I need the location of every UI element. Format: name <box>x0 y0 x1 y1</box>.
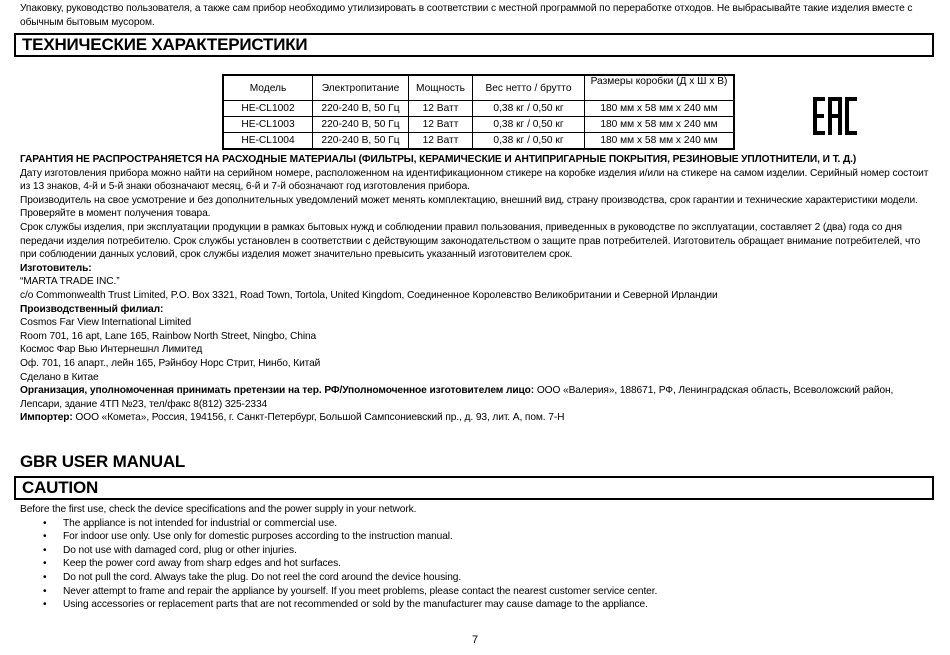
eac-mark-icon <box>812 96 858 136</box>
bullet-icon: • <box>43 599 47 611</box>
branch-line: Room 701, 16 apt, Lane 165, Rainbow North Street, Ningbo, China <box>20 330 317 342</box>
branch-line: Космос Фар Вью Интернешнл Лимитед <box>20 344 203 356</box>
table-row <box>223 133 734 150</box>
bullet-icon: • <box>43 517 47 529</box>
table-row <box>223 117 734 133</box>
list-item <box>20 517 935 531</box>
spec-cell: 12 Ватт <box>409 133 473 150</box>
spec-cell: 0,38 кг / 0,50 кг <box>473 117 585 133</box>
list-item-text: Never attempt to frame and repair the appliance by yourself. If you meet problems, please contact the nearest customer service center. <box>63 585 658 597</box>
spec-header-weight: Вес нетто / брутто <box>473 75 585 101</box>
warranty-exclusion: ГАРАНТИЯ НЕ РАСПРОСТРАНЯЕТСЯ НА РАСХОДНЫЕ МАТЕРИАЛЫ (ФИЛЬТРЫ, КЕРАМИЧЕСКИЕ И АНТИПРИГАРНЫЕ ПОКРЫТИЯ, РЕЗИНОВЫЕ УПЛОТНИТЕЛИ, И Т. Д.) <box>20 154 857 165</box>
spec-header-box-size: Размеры коробки (Д х Ш х В) <box>585 75 735 101</box>
page-number: 7 <box>471 634 479 646</box>
spec-cell: 220-240 В, 50 Гц <box>313 133 409 150</box>
spec-cell: 220-240 В, 50 Гц <box>313 117 409 133</box>
spec-cell: HE-CL1003 <box>223 117 313 133</box>
list-item-text: The appliance is not intended for industrial or commercial use. <box>63 517 338 529</box>
importer-label: Импортер: <box>20 412 73 424</box>
list-item-text: Do not use with damaged cord, plug or other injuries. <box>63 544 297 556</box>
spec-cell: 12 Ватт <box>409 117 473 133</box>
list-item-text: Using accessories or replacement parts that are not recommended or sold by the manufacturer may cause damage to the appliance. <box>63 599 648 611</box>
spec-table-header-row <box>223 75 734 101</box>
importer-info <box>20 411 935 425</box>
bullet-icon: • <box>43 585 47 597</box>
spec-cell: 180 мм х 58 мм х 240 мм <box>585 133 735 150</box>
spec-header-power: Мощность <box>409 75 473 101</box>
spec-header-power-supply: Электропитание <box>313 75 409 101</box>
spec-table <box>222 74 735 150</box>
claims-organization <box>20 384 935 411</box>
spec-cell: 12 Ватт <box>409 101 473 117</box>
list-item <box>20 598 935 612</box>
manual-heading: GBR USER MANUAL <box>20 452 186 471</box>
bullet-icon: • <box>43 544 47 556</box>
manufacturer-address: c/o Commonwealth Trust Limited, P.O. Box 3321, Road Town, Tortola, United Kingdom, Соединенное Королевство Великобритании и Северной Ирландии <box>20 289 718 301</box>
spec-cell: HE-CL1002 <box>223 101 313 117</box>
claims-text: ООО «Валерия», 188671, РФ, Ленинградская область, Всеволожский район, Лепсари, здание 4ТП №23, тел/факс 8(812) 325-2334 <box>20 385 894 410</box>
caution-section <box>20 503 935 612</box>
service-life-note: Срок службы изделия, при эксплуатации продукции в рамках бытовых нужд и соблюдении правил пользования, приведенных в руководстве по эксплуатации, составляет 2 (два) года со дня передачи изделия потребителю. Срок службы установлен в соответствии с действующим законодательством о защите прав потребителей. Изготовитель обращает внимание потребителей, что при соблюдении данных условий, срок службы изделия может значительно превысить указанный изготовителем срок. <box>20 221 921 261</box>
caution-heading: CAUTION <box>14 476 934 500</box>
branch-line: Оф. 701, 16 апарт., лейн 165, Рэйнбоу Норс Стрит, Нинбо, Китай <box>20 357 321 369</box>
manufacture-date-note: Дату изготовления прибора можно найти на серийном номере, расположенном на идентификационном стикере на коробке изделия и/или на стикере на самом изделии. Серийный номер состоит из 13 знаков, 4-й и 5-й знаки обозначают месяц, 6-й и 7-й обозначают год изготовления прибора. <box>20 167 929 193</box>
list-item <box>20 530 935 544</box>
branch-line: Cosmos Far View International Limited <box>20 317 192 329</box>
list-item-text: Keep the power cord away from sharp edges and hot surfaces. <box>63 558 341 570</box>
spec-cell: 180 мм х 58 мм х 240 мм <box>585 101 735 117</box>
list-item <box>20 571 935 585</box>
spec-cell: HE-CL1004 <box>223 133 313 150</box>
spec-cell: 220-240 В, 50 Гц <box>313 101 409 117</box>
manufacturer-label: Изготовитель: <box>20 262 92 274</box>
bullet-icon: • <box>43 531 47 543</box>
caution-intro: Before the first use, check the device specifications and the power supply in your network. <box>20 504 417 515</box>
list-item-text: Do not pull the cord. Always take the plug. Do not reel the cord around the device housing. <box>63 571 462 583</box>
bullet-icon: • <box>43 558 47 570</box>
spec-cell: 180 мм х 58 мм х 240 мм <box>585 117 735 133</box>
manufacturer-rights-note: Производитель на свое усмотрение и без дополнительных уведомлений может менять комплектацию, внешний вид, страну производства, срок гарантии и технические характеристики модели. Проверяйте в момент получения товара. <box>20 194 918 220</box>
list-item <box>20 544 935 558</box>
bullet-icon: • <box>43 571 47 583</box>
warranty-and-info-section <box>20 153 935 425</box>
list-item <box>20 585 935 599</box>
caution-list <box>20 517 935 612</box>
claims-label: Организация, уполномоченная принимать претензии на тер. РФ/Уполномоченное изготовителем лицо: <box>20 385 535 397</box>
manufacturer-name: “MARTA TRADE INC.” <box>20 276 120 288</box>
list-item-text: For indoor use only. Use only for domestic purposes according to the instruction manual. <box>63 531 453 543</box>
tech-specs-heading: ТЕХНИЧЕСКИЕ ХАРАКТЕРИСТИКИ <box>14 33 934 57</box>
spec-cell: 0,38 кг / 0,50 кг <box>473 133 585 150</box>
importer-text: ООО «Комета», Россия, 194156, г. Санкт-Петербург, Большой Сампсониевский пр., д. 93, лит. А, пом. 7-Н <box>72 412 565 424</box>
spec-cell: 0,38 кг / 0,50 кг <box>473 101 585 117</box>
branch-line: Сделано в Китае <box>20 371 99 383</box>
list-item <box>20 557 935 571</box>
table-row <box>223 101 734 117</box>
branch-label: Производственный филиал: <box>20 303 164 315</box>
spec-header-model: Модель <box>223 75 313 101</box>
recycling-note: Упаковку, руководство пользователя, а также сам прибор необходимо утилизировать в соответствии с местной программой по переработке отходов. Не выбрасывайте такие изделия вместе с обычным бытовым мусором. <box>20 3 913 28</box>
